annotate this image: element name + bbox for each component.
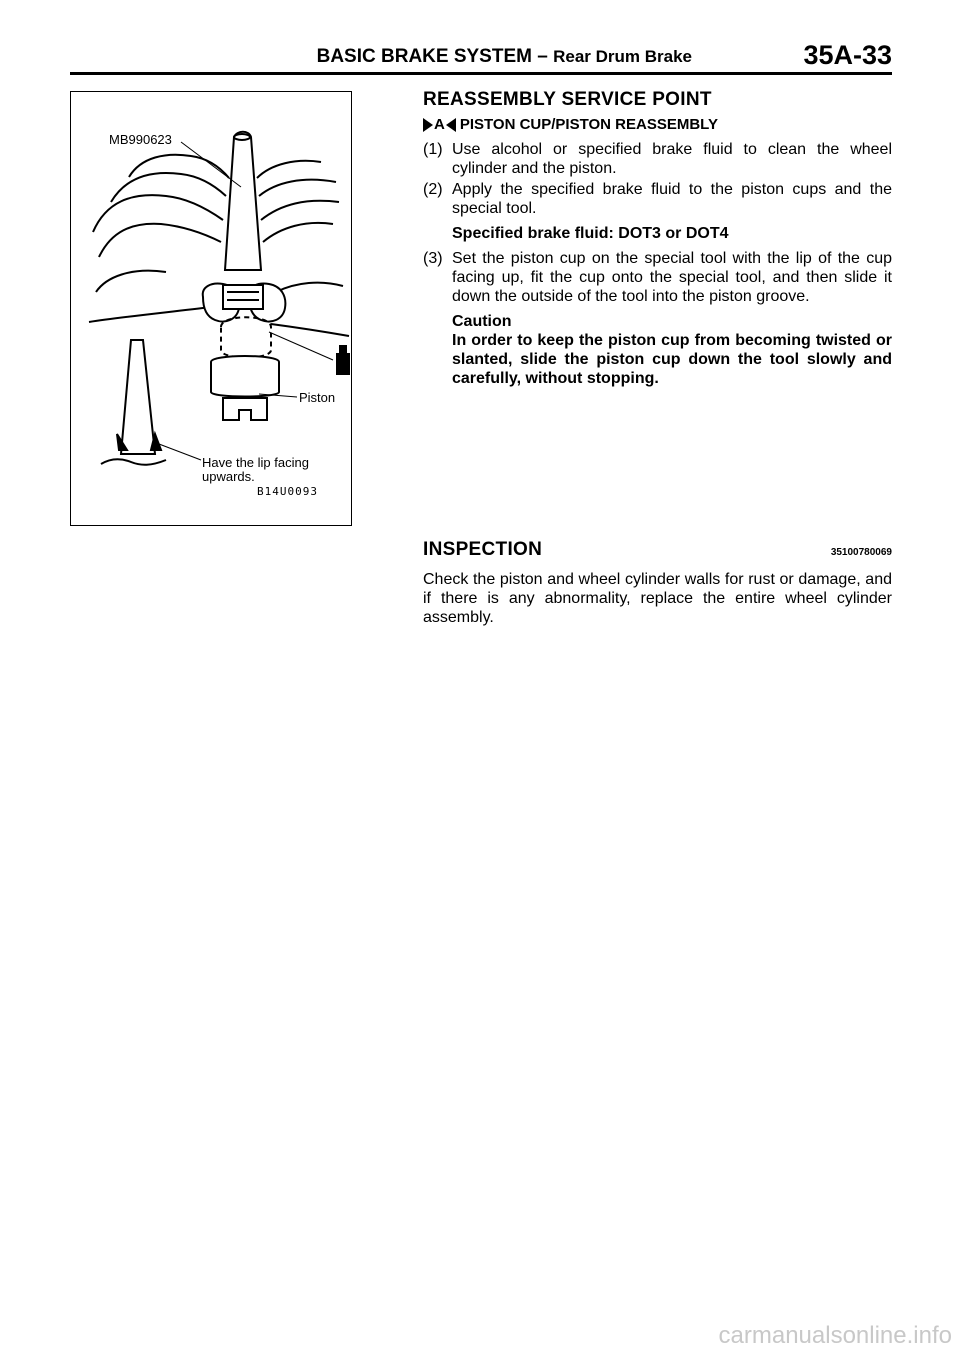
caution-title: Caution xyxy=(452,313,512,330)
right-triangle-icon xyxy=(423,118,433,132)
inspection-header xyxy=(423,540,892,562)
spec-fluid: Specified brake fluid: DOT3 or DOT4 xyxy=(452,225,729,242)
reassembly-heading: REASSEMBLY SERVICE POINT xyxy=(423,89,712,110)
step-text: Use alcohol or specified brake fluid to clean the wheel cylinder and the piston. xyxy=(452,141,892,177)
step-text: Apply the specified brake fluid to the piston cups and the special tool. xyxy=(452,181,892,217)
procedure-title-text: PISTON CUP/PISTON REASSEMBLY xyxy=(459,116,718,133)
header-title-sub: Rear Drum Brake xyxy=(553,47,692,66)
left-triangle-icon xyxy=(446,118,456,132)
inspection-text: Check the piston and wheel cylinder walls for rust or damage, and if there is any abnormality, replace the entire wheel cylinder assembly. xyxy=(423,571,892,626)
caution-text: In order to keep the piston cup from becoming twisted or slanted, slide the piston cup down the tool slowly and carefully, without stopping. xyxy=(452,332,892,387)
reassembly-section xyxy=(423,90,892,388)
watermark: carmanualsonline.info xyxy=(718,1322,952,1349)
page-number: 35A-33 xyxy=(803,40,892,70)
lip-label-line1: Have the lip facing xyxy=(202,455,309,470)
lip-label-line2: upwards. xyxy=(202,469,255,484)
inspection-code: 35100780069 xyxy=(830,547,892,558)
inspection-heading: INSPECTION xyxy=(423,539,543,560)
header-title-main: BASIC BRAKE SYSTEM – xyxy=(316,46,554,67)
step-number: (3) xyxy=(423,250,443,267)
step-3 xyxy=(423,249,892,306)
figure-code: B14U0093 xyxy=(257,485,318,498)
step-text: Set the piston cup on the special tool with the lip of the cup facing up, fit the cup onto the special tool, and then slide it down the outside of the tool into the piston groove. xyxy=(452,250,892,305)
procedure-marker xyxy=(423,115,456,134)
tool-label: MB990623 xyxy=(109,132,172,147)
inspection-section xyxy=(423,540,892,627)
step-1 xyxy=(423,140,892,178)
piston-label: Piston xyxy=(299,390,336,405)
page-header xyxy=(70,38,892,75)
illustration-figure xyxy=(70,91,352,526)
step-number: (1) xyxy=(423,141,443,158)
step-number: (2) xyxy=(423,181,443,198)
header-title xyxy=(317,46,692,68)
procedure-title xyxy=(423,115,892,134)
step-2 xyxy=(423,180,892,218)
procedure-letter: A xyxy=(434,116,445,133)
